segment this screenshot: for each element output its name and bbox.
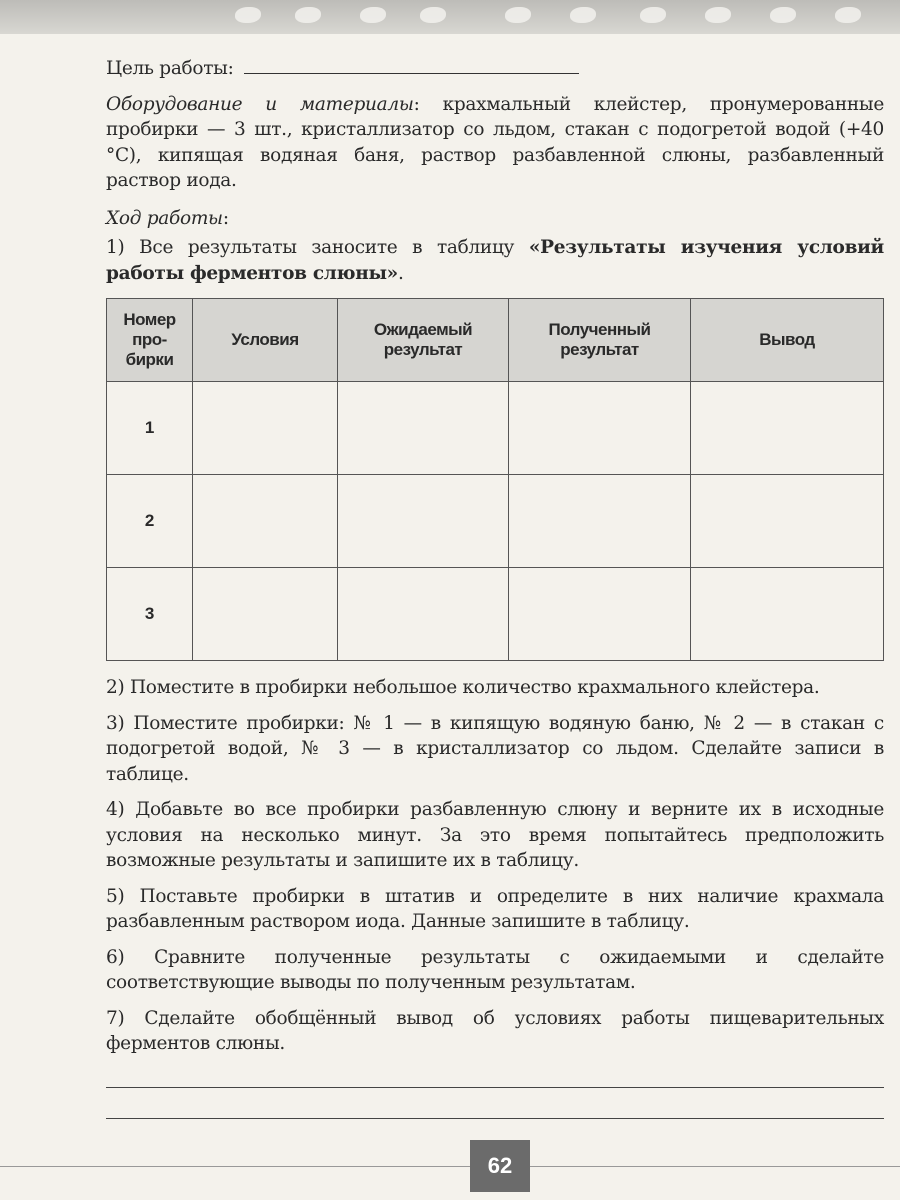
cell-conclusion[interactable]	[691, 475, 884, 568]
step-1	[106, 235, 884, 286]
animal-silhouette-icon	[640, 7, 666, 23]
tube-number: 2	[107, 475, 193, 568]
animal-silhouette-icon	[420, 7, 446, 23]
step-2: 2) Поместите в пробирки небольшое количество крахмального клейстера.	[106, 677, 820, 698]
table-header-row	[107, 299, 884, 382]
equipment-text: : крахмальный клейстер, пронумерованные пробирки — 3 шт., кристаллизатор со льдом, стакан с подогретой водой (+40 °С), кипящая водяная баня, раствор разбавленной слюны, разбавленный раствор иода.	[106, 93, 885, 191]
goal	[106, 55, 884, 82]
footer-rule	[530, 1166, 900, 1167]
cell-expected[interactable]	[338, 475, 509, 568]
tube-number: 3	[107, 568, 193, 661]
cell-conditions[interactable]	[193, 475, 338, 568]
step-1-end: .	[397, 262, 404, 284]
animal-silhouette-icon	[705, 7, 731, 23]
answer-line[interactable]	[106, 1088, 884, 1119]
equipment-label: Оборудование и материалы	[106, 93, 414, 115]
cell-conclusion[interactable]	[691, 568, 884, 661]
header-conditions: Условия	[193, 299, 338, 382]
step-5: 5) Поставьте пробирки в штатив и определите в них наличие крахмала разбавленным раствором иода. Данные запишите в таблицу.	[106, 885, 884, 932]
equipment	[106, 92, 884, 194]
decorative-banner	[0, 0, 900, 34]
cell-conclusion[interactable]	[691, 382, 884, 475]
step-1-table-title: «Результаты изучения условий работы ферментов слюны»	[106, 237, 884, 284]
page-number: 62	[470, 1140, 530, 1192]
header-tube-number: Номер про-бирки	[107, 299, 193, 382]
cell-obtained[interactable]	[509, 568, 691, 661]
cell-obtained[interactable]	[509, 475, 691, 568]
tube-number: 1	[107, 382, 193, 475]
table-row	[107, 382, 884, 475]
animal-silhouette-icon	[360, 7, 386, 23]
table-row	[107, 568, 884, 661]
header-expected: Ожидаемый результат	[338, 299, 509, 382]
step-1-text: 1) Все результаты заносите в таблицу	[106, 237, 529, 258]
animal-silhouette-icon	[770, 7, 796, 23]
header-conclusion: Вывод	[691, 299, 884, 382]
step-6: 6) Сравните полученные результаты с ожидаемыми и сделайте соответствующие выводы по полученным результатам.	[106, 946, 884, 993]
cell-obtained[interactable]	[509, 382, 691, 475]
animal-silhouette-icon	[835, 7, 861, 23]
animal-silhouette-icon	[570, 7, 596, 23]
cell-conditions[interactable]	[193, 382, 338, 475]
header-obtained: Полученный результат	[509, 299, 691, 382]
procedure-label: Ход работы	[106, 207, 223, 229]
animal-silhouette-icon	[235, 7, 261, 23]
goal-label: Цель работы:	[106, 58, 234, 79]
footer-rule	[0, 1166, 470, 1167]
step-4: 4) Добавьте во все пробирки разбавленную слюну и верните их в исходные условия на несколько минут. За это время попытайтесь предположить возможные результаты и запишите их в таблицу.	[106, 799, 884, 871]
cell-conditions[interactable]	[193, 568, 338, 661]
cell-expected[interactable]	[338, 568, 509, 661]
cell-expected[interactable]	[338, 382, 509, 475]
step-7: 7) Сделайте обобщённый вывод об условиях работы пищеварительных ферментов слюны.	[106, 1007, 884, 1054]
page-content	[106, 55, 884, 1119]
procedure-heading: Ход работы:	[106, 207, 229, 229]
step-3: 3) Поместите пробирки: № 1 — в кипящую водяную баню, № 2 — в стакан с подогретой водой, № 3 — в кристаллизатор со льдом. Сделайте записи в таблице.	[106, 712, 884, 785]
table-row	[107, 475, 884, 568]
goal-input-line[interactable]	[244, 55, 579, 74]
animal-silhouette-icon	[505, 7, 531, 23]
results-table	[106, 298, 884, 661]
animal-silhouette-icon	[295, 7, 321, 23]
answer-line[interactable]	[106, 1057, 884, 1088]
